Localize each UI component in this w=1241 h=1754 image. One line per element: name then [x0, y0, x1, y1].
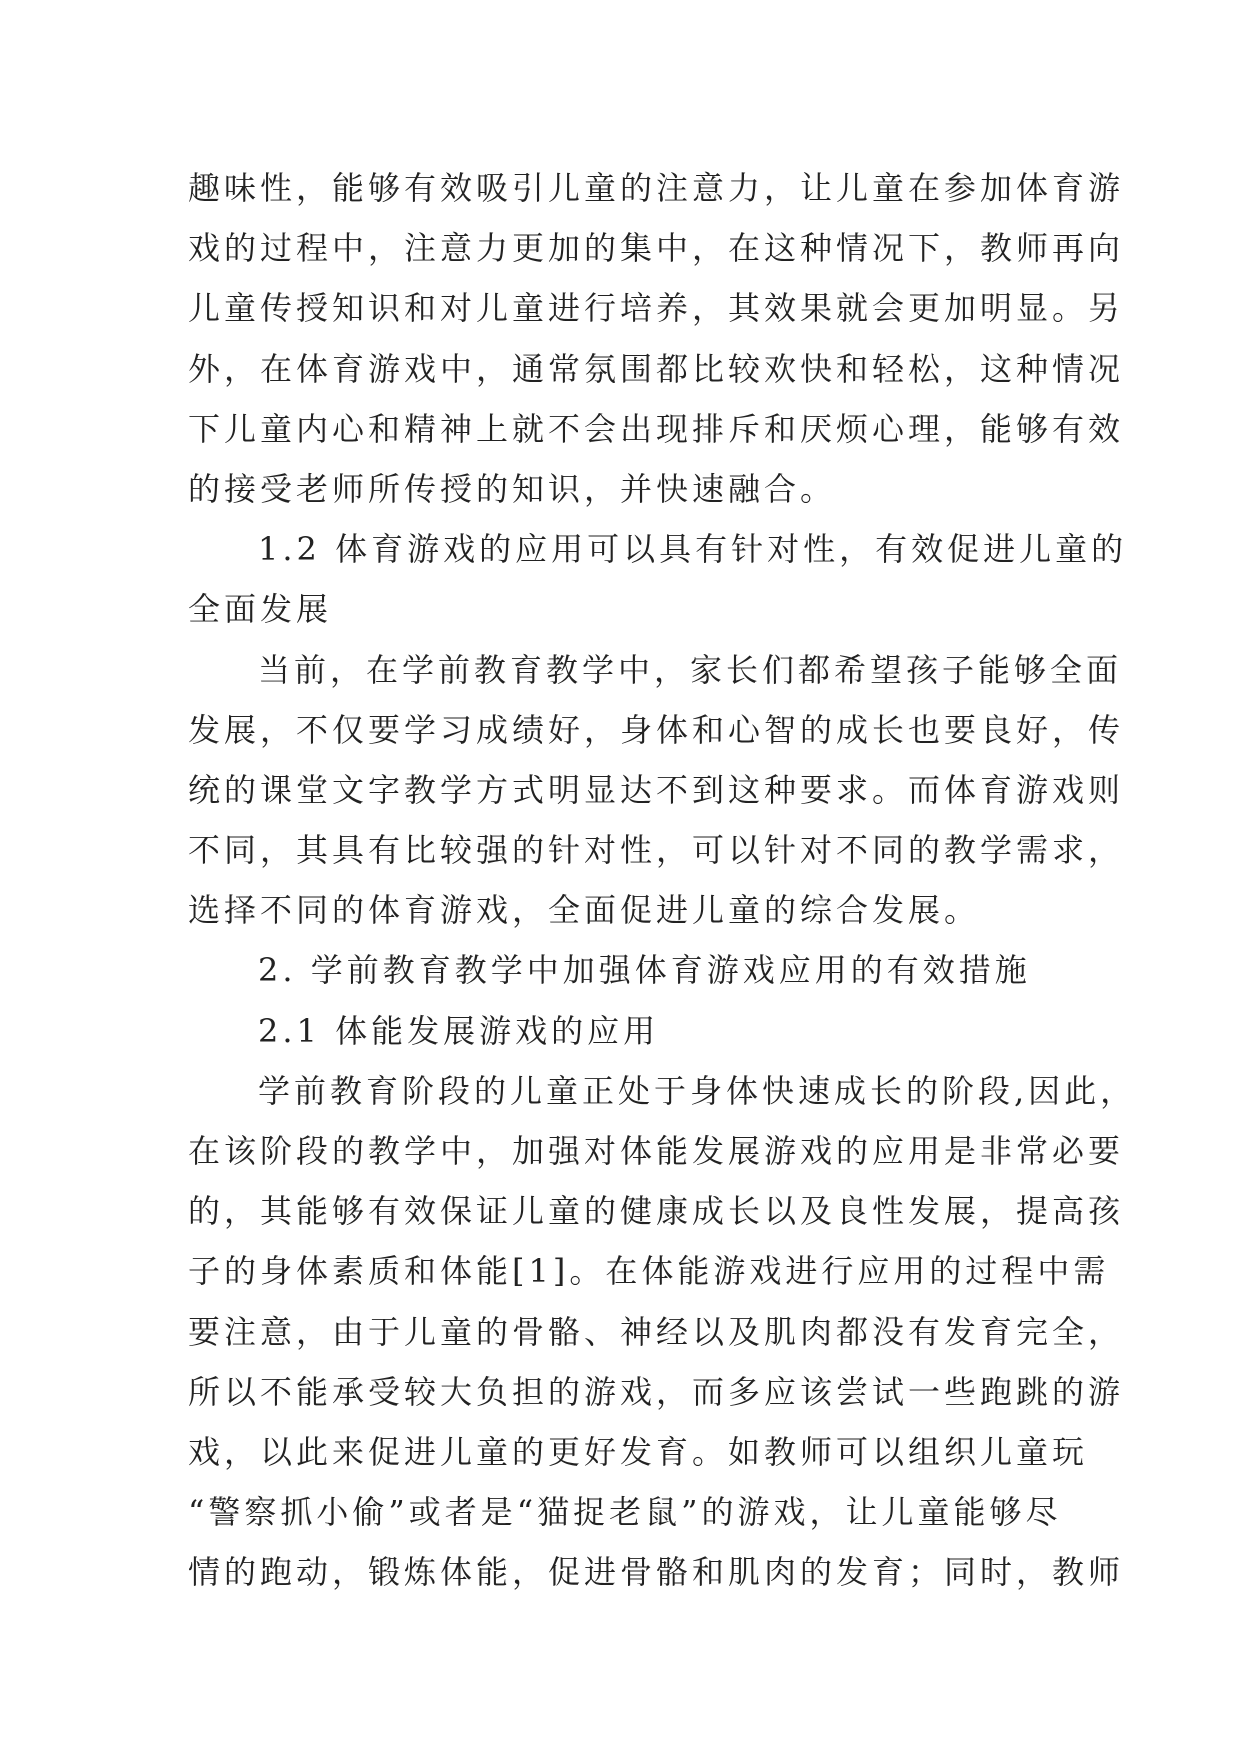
text-line: 外，在体育游戏中，通常氛围都比较欢快和轻松，这种情况 — [188, 349, 1125, 388]
text-line: 发展，不仅要学习成绩好，身体和心智的成长也要良好，传 — [188, 710, 1125, 749]
text-line: 趣味性，能够有效吸引儿童的注意力，让儿童在参加体育游 — [188, 169, 1125, 207]
text-line: 戏，以此来促进儿童的更好发育。如教师可以组织儿童玩 — [188, 1432, 1089, 1471]
section-heading-1-2-cont: 全面发展 — [188, 590, 333, 629]
text-line: 选择不同的体育游戏，全面促进儿童的综合发展。 — [188, 891, 981, 930]
text-line: 戏的过程中，注意力更加的集中，在这种情况下，教师再向 — [188, 229, 1125, 268]
text-line: 统的课堂文字教学方式明显达不到这种要求。而体育游戏则 — [188, 770, 1125, 809]
text-line: 儿童传授知识和对儿童进行培养，其效果就会更加明显。另 — [188, 289, 1125, 328]
paragraph-start: 学前教育阶段的儿童正处于身体快速成长的阶段,因此， — [258, 1071, 1137, 1110]
text-line: 的接受老师所传授的知识，并快速融合。 — [188, 469, 837, 508]
text-line: 在该阶段的教学中，加强对体能发展游戏的应用是非常必要 — [188, 1132, 1125, 1170]
text-line: 不同，其具有比较强的针对性，可以针对不同的教学需求， — [188, 831, 1125, 870]
text-line: 要注意，由于儿童的骨骼、神经以及肌肉都没有发育完全， — [188, 1312, 1125, 1351]
section-heading-2: 2. 学前教育教学中加强体育游戏应用的有效措施 — [258, 951, 1031, 990]
paragraph-start: 当前，在学前教育教学中，家长们都希望孩子能够全面 — [258, 650, 1123, 689]
text-line: 所以不能承受较大负担的游戏，而多应该尝试一些跑跳的游 — [188, 1372, 1125, 1411]
text-line: 子的身体素质和体能[1]。在体能游戏进行应用的过程中需 — [188, 1252, 1110, 1291]
section-heading-2-1: 2.1 体能发展游戏的应用 — [258, 1011, 660, 1050]
text-line: 情的跑动，锻炼体能，促进骨骼和肌肉的发育；同时，教师 — [188, 1553, 1125, 1592]
body-text — [188, 158, 1137, 1603]
section-heading-1-2: 1.2 体育游戏的应用可以具有针对性，有效促进儿童的 — [258, 530, 1128, 569]
text-line: 下儿童内心和精神上就不会出现排斥和厌烦心理，能够有效 — [188, 409, 1125, 448]
text-line: 的，其能够有效保证儿童的健康成长以及良性发展，提高孩 — [188, 1192, 1125, 1231]
text-line: “警察抓小偷”或者是“猫捉老鼠”的游戏，让儿童能够尽 — [188, 1493, 1062, 1532]
